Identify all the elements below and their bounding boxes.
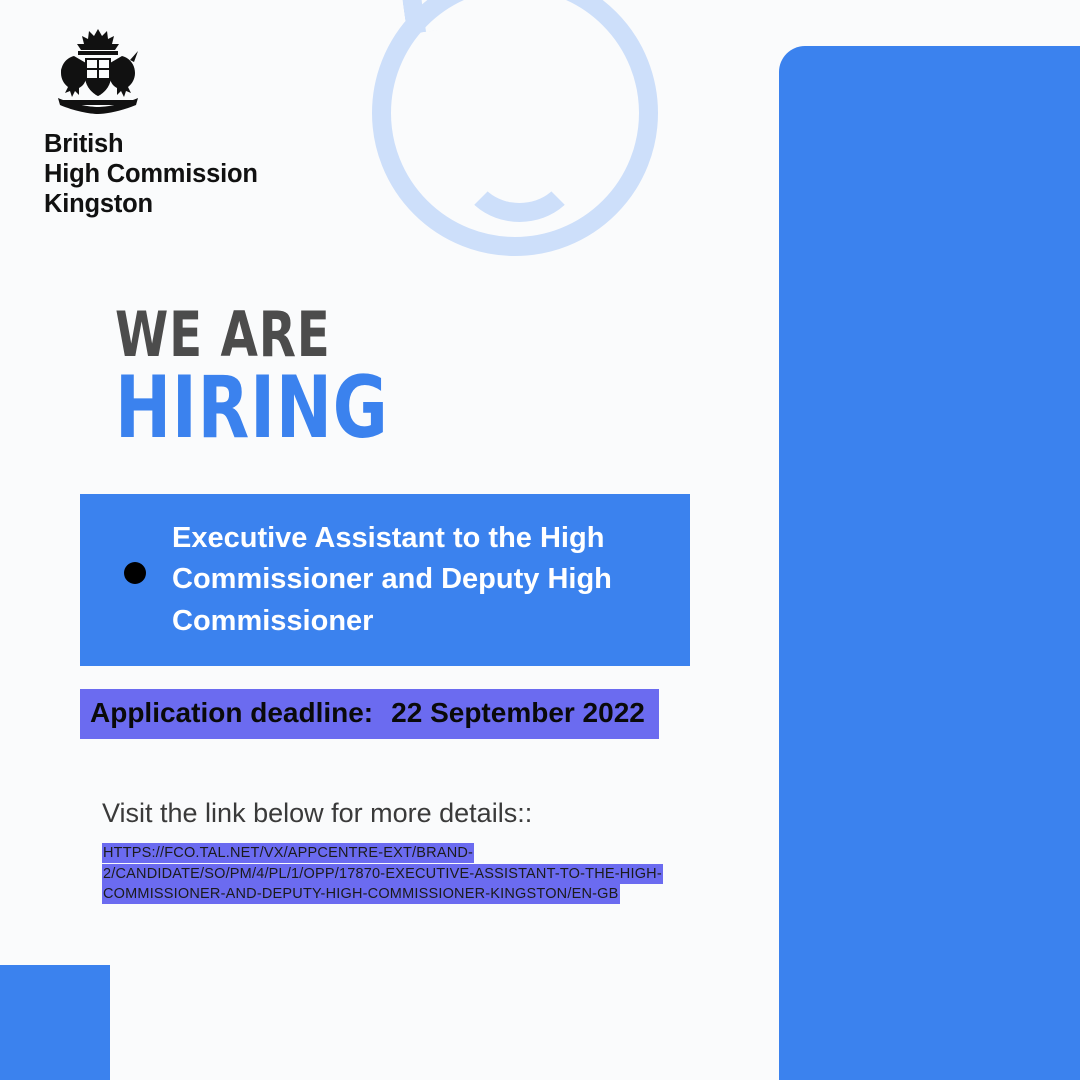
brand-name bbox=[44, 130, 344, 219]
application-link[interactable] bbox=[102, 843, 662, 905]
headline-line-1: WE ARE bbox=[115, 298, 331, 371]
bottom-left-blue-square bbox=[0, 965, 110, 1080]
headline-line-2: HIRING bbox=[115, 357, 389, 458]
job-title: Executive Assistant to the High Commissioner and Deputy High Commissioner bbox=[172, 522, 612, 637]
brand-line-1: British bbox=[44, 130, 124, 158]
brand-logo bbox=[44, 26, 344, 219]
magnifying-glass-smile-icon bbox=[372, 0, 682, 300]
application-deadline bbox=[80, 689, 659, 739]
deadline-date: 22 September 2022 bbox=[391, 697, 645, 728]
brand-line-3: Kingston bbox=[44, 189, 153, 218]
job-listing-box bbox=[80, 494, 690, 666]
visit-instruction: Visit the link below for more details:: bbox=[102, 798, 533, 828]
deadline-label: Application deadline: bbox=[90, 697, 374, 728]
application-link-text[interactable]: HTTPS://FCO.TAL.NET/VX/APPCENTRE-EXT/BRAND-2/CANDIDATE/SO/PM/4/PL/1/OPP/17870-EXECUTIVE-ASSISTANT-TO-THE-HIGH-COMMISSIONER-AND-DEPUTY-HIGH-COMMISSIONER-KINGSTON/EN-GB bbox=[103, 845, 662, 903]
headline bbox=[115, 298, 466, 458]
bullet-dot-icon bbox=[124, 562, 146, 584]
brand-line-2: High Commission bbox=[44, 159, 258, 188]
right-blue-panel bbox=[779, 46, 1080, 1080]
royal-coat-of-arms-icon bbox=[44, 26, 152, 118]
